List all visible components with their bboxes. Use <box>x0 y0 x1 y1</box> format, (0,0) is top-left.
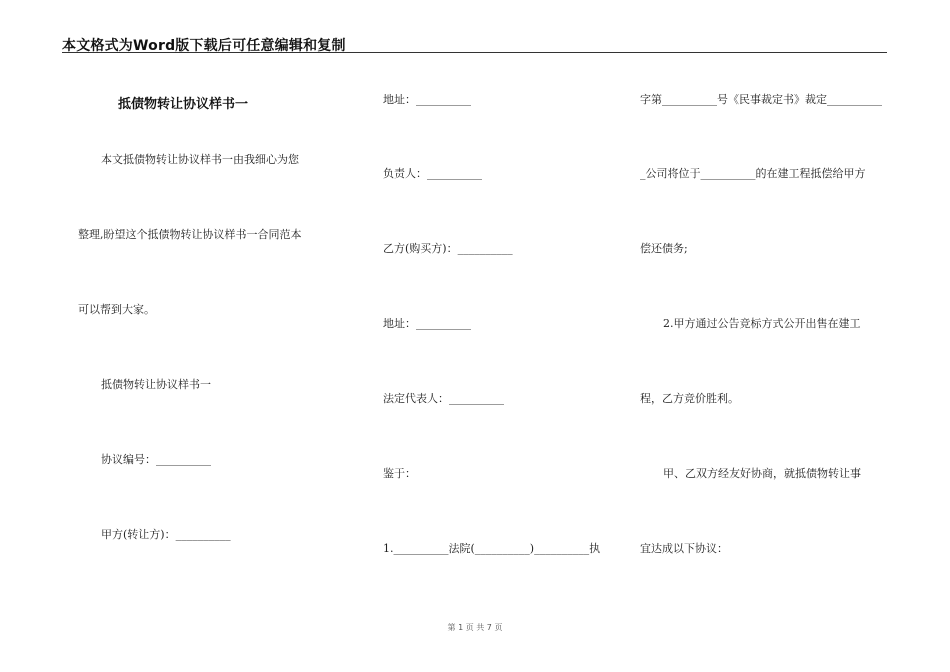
document-title: 抵债物转让协议样书一 <box>118 97 249 112</box>
clause-2-continued: 程，乙方竞价胜利。 <box>640 392 739 405</box>
intro-line-2: 整理,盼望这个抵债物转让协议样书一合同范本 <box>78 228 302 241</box>
ruling-line: 字第__________号《民事裁定书》裁定__________ <box>640 93 882 106</box>
clause-2-line: 2.甲方通过公告竞标方式公开出售在建工 <box>663 317 861 330</box>
party-a-field: 甲方(转让方)：__________ <box>101 528 231 541</box>
page-number: 第 1 页 共 7 页 <box>447 623 503 632</box>
party-b-address-field: 地址：__________ <box>383 317 471 330</box>
agreement-intro-line: 宜达成以下协议： <box>640 542 728 555</box>
header-divider <box>62 52 887 53</box>
legal-representative-field: 法定代表人：__________ <box>383 392 504 405</box>
party-a-address-field: 地址：__________ <box>383 93 471 106</box>
agreement-number-field: 协议编号：__________ <box>101 453 211 466</box>
agreement-heading: 抵债物转让协议样书一 <box>101 378 211 391</box>
clause-1-line: 1.__________法院(__________)__________执 <box>383 542 601 555</box>
party-b-field: 乙方(购买方)：__________ <box>383 242 513 255</box>
negotiation-line: 甲、乙双方经友好协商，就抵债物转让事 <box>663 467 861 480</box>
intro-line-1: 本文抵债物转让协议样书一由我细心为您 <box>101 153 299 166</box>
debt-repayment-line: 偿还债务; <box>640 242 688 255</box>
document-header: 本文格式为Word版下载后可任意编辑和复制 <box>62 38 346 54</box>
responsible-person-field: 负责人：__________ <box>383 167 482 180</box>
whereas-label: 鉴于： <box>383 467 416 480</box>
intro-line-3: 可以帮到大家。 <box>78 303 155 316</box>
company-transfer-line: _公司将位于__________的在建工程抵偿给甲方 <box>640 167 866 180</box>
